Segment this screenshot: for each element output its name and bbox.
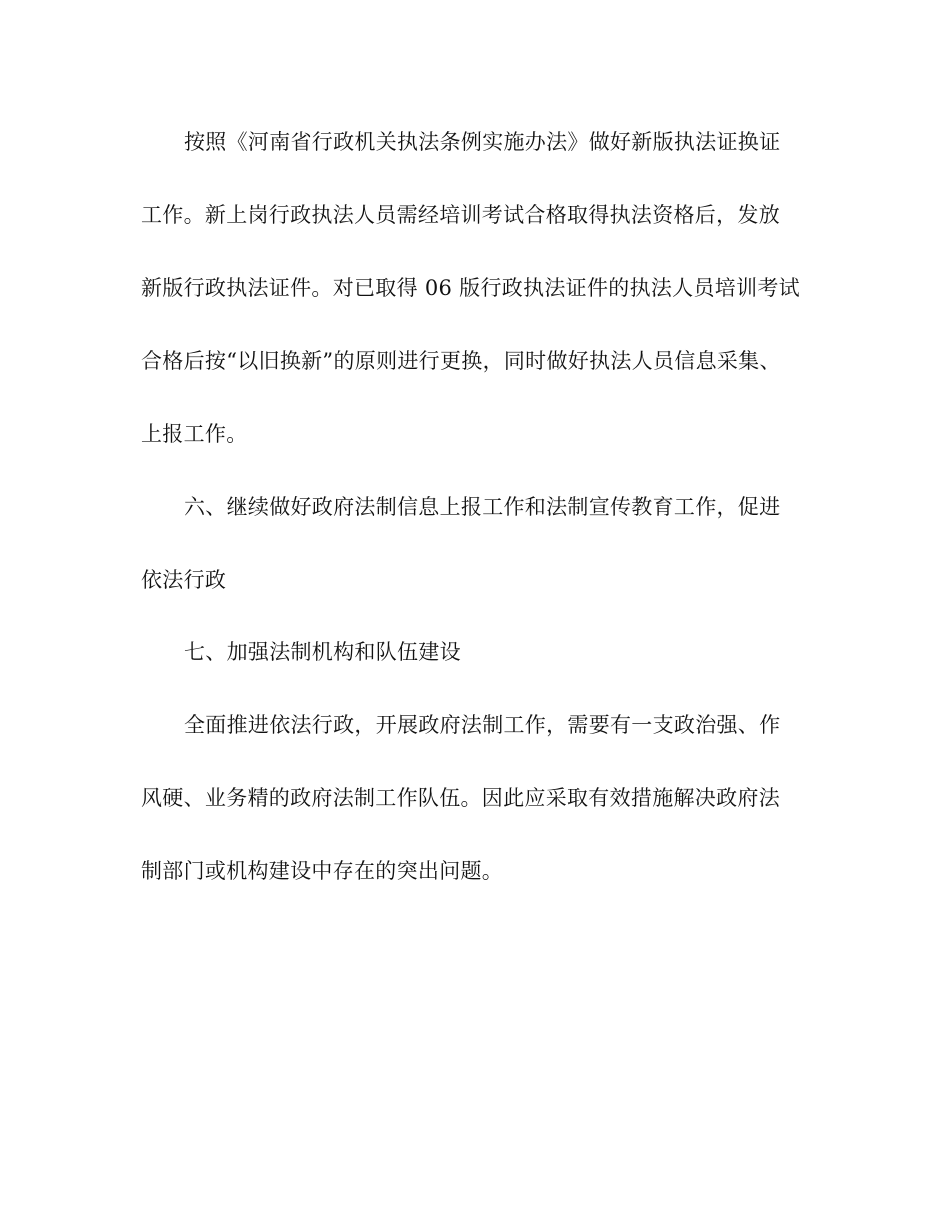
paragraph-line: 工作。新上岗行政执法人员需经培训考试合格取得执法资格后，发放: [141, 203, 780, 227]
section-heading-line: 六、继续做好政府法制信息上报工作和法制宣传教育工作，促进: [184, 495, 781, 519]
section-heading-line: 依法行政: [141, 568, 227, 592]
paragraph-line: 合格后按“以旧换新”的原则进行更换，同时做好执法人员信息采集、: [141, 349, 781, 373]
paragraph-line: 按照《河南省行政机关执法条例实施办法》做好新版执法证换证: [184, 130, 781, 154]
paragraph-line: 新版行政执法证件。对已取得 06 版行政执法证件的执法人员培训考试: [141, 276, 800, 300]
paragraph-line: 制部门或机构建设中存在的突出问题。: [141, 859, 504, 883]
paragraph-line: 全面推进依法行政，开展政府法制工作，需要有一支政治强、作: [184, 713, 781, 737]
section-heading: 七、加强法制机构和队伍建设: [184, 640, 461, 664]
paragraph-line: 上报工作。: [141, 422, 248, 446]
paragraph-line: 风硬、业务精的政府法制工作队伍。因此应采取有效措施解决政府法: [141, 786, 780, 810]
